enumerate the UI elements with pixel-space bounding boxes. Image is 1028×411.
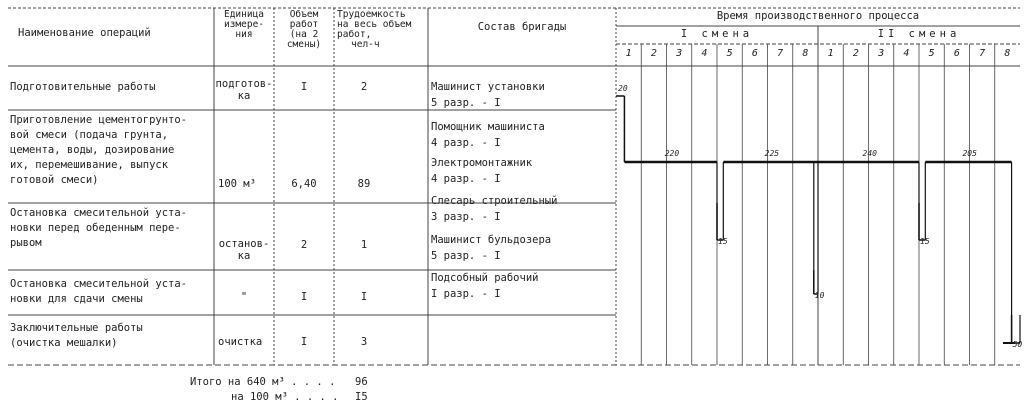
hour-label: 2 — [852, 48, 859, 59]
row-4-labor: I — [360, 291, 368, 303]
row-3-name: Остановка смесительной уста- новки перед обеденным пере- рывом — [10, 207, 188, 249]
row-1-name: Подготовительные работы — [10, 81, 156, 93]
hour-label: 4 — [701, 48, 708, 59]
gantt-bar-label: 15 — [718, 237, 728, 246]
row-4-volume: I — [300, 291, 308, 303]
header-shift-2: II смена — [877, 28, 961, 40]
brigade-line: 4 разр. - I — [431, 137, 501, 149]
gantt-bar-label: 20 — [618, 84, 628, 93]
gantt-bar-label: 15 — [920, 237, 930, 246]
brigade-line: Помощник машиниста — [431, 121, 545, 133]
row-2-name: Приготовление цементогрунто- вой смеси (подача грунта, цемента, воды, дозирование их, перемешивание, выпуск готовой смеси) — [10, 114, 188, 186]
row-3-unit: останов- ка — [218, 238, 270, 262]
brigade-line: Подсобный рабочий — [431, 272, 539, 284]
hour-label: 8 — [802, 48, 809, 59]
brigade-line: Машинист бульдозера — [431, 234, 552, 246]
header-volume: Объем работ (на 2 смены) — [286, 9, 322, 50]
total-value-2: I5 — [355, 391, 368, 403]
hour-label: 1 — [827, 48, 834, 59]
brigade-line: 3 разр. - I — [431, 211, 501, 223]
hour-label: 5 — [726, 48, 733, 59]
row-5-labor: 3 — [360, 336, 368, 348]
hour-label: 6 — [953, 48, 960, 59]
hour-label: 6 — [751, 48, 758, 59]
row-5-name: Заключительные работы (очистка мешалки) — [10, 322, 143, 349]
row-3-labor: 1 — [360, 239, 368, 251]
row-5-volume: I — [300, 336, 308, 348]
row-4-unit: " — [240, 291, 248, 303]
row-2-unit: 100 м³ — [218, 178, 256, 190]
hour-label: 7 — [777, 48, 784, 59]
hour-label: 8 — [1004, 48, 1011, 59]
gantt-bar-label: 50 — [1012, 340, 1023, 349]
brigade-line: 5 разр. - I — [431, 97, 501, 109]
hour-label: 3 — [676, 48, 683, 59]
brigade-line: Слесарь строительный — [431, 195, 558, 207]
hour-label: 3 — [878, 48, 885, 59]
header-unit: Единица измере- ния — [223, 9, 265, 40]
row-2-labor: 89 — [357, 178, 371, 190]
row-2-volume: 6,40 — [291, 178, 317, 190]
gantt-bar-label: 240 — [862, 149, 877, 158]
hour-label: 5 — [928, 48, 935, 59]
header-shift-1: I смена — [680, 28, 754, 40]
header-brigade: Состав бригады — [477, 21, 567, 33]
gantt-bar-label: 220 — [664, 149, 680, 158]
gantt-bar-label: 225 — [764, 149, 780, 158]
hour-label: 7 — [979, 48, 986, 59]
header-time-title: Время производственного процесса — [716, 10, 920, 22]
brigade-line: 5 разр. - I — [431, 250, 501, 262]
row-5-unit: очистка — [218, 336, 263, 348]
total-label-2: на 100 м³ . . . . — [231, 391, 339, 403]
brigade-line: Машинист установки — [431, 81, 545, 93]
hour-label: 2 — [650, 48, 657, 59]
row-1-volume: I — [300, 81, 308, 93]
row-3-volume: 2 — [300, 239, 308, 251]
row-1-labor: 2 — [360, 81, 368, 93]
row-1-unit: подготов- ка — [215, 78, 273, 102]
brigade-line: I разр. - I — [431, 288, 501, 300]
brigade-line: Электромонтажник — [431, 157, 533, 169]
brigade-line: 4 разр. - I — [431, 173, 501, 185]
header-labor: Трудоемкость на весь объем работ, чел-ч — [337, 9, 412, 50]
gantt-bar-label: 10 — [814, 291, 825, 300]
hour-label: 1 — [625, 48, 632, 59]
hour-label: 4 — [903, 48, 910, 59]
header-operations: Наименование операций — [18, 27, 151, 39]
row-4-name: Остановка смесительной уста- новки для сдачи смены — [10, 278, 188, 305]
gantt-bar-label: 205 — [962, 149, 977, 158]
total-label-1: Итого на 640 м³ . . . . — [190, 376, 336, 388]
total-value-1: 96 — [355, 376, 368, 388]
